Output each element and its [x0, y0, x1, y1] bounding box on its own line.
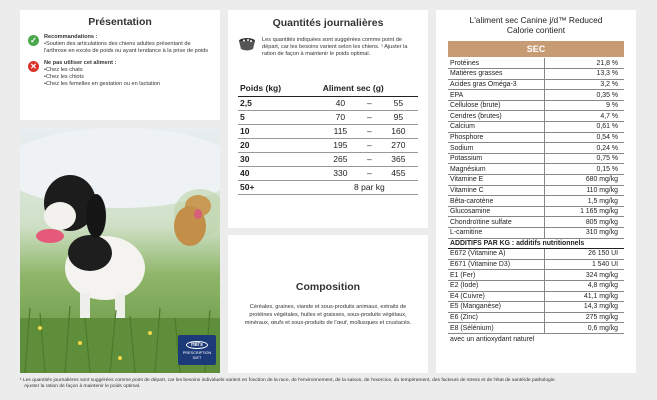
nutrient-value: 0,75 %	[545, 153, 624, 164]
col-food-header: Aliment sec (g)	[321, 81, 418, 97]
nutrient-row	[448, 153, 624, 164]
nutrient-name: L-carnitine	[448, 228, 545, 239]
dosage-row	[238, 138, 418, 152]
sec-header: SEC	[448, 41, 624, 57]
weight-cell: 30	[238, 152, 321, 166]
nutrient-name: Protéines	[448, 58, 545, 69]
additive-value: 14,3 mg/kg	[545, 302, 624, 313]
per-kg-cell: 8 par kg	[321, 180, 418, 194]
additive-name: E2 (Iode)	[448, 280, 545, 291]
min-cell: 330	[321, 166, 360, 180]
nutrient-name: Chondroïtine sulfate	[448, 217, 545, 228]
cross-icon: ✕	[28, 61, 39, 72]
dosage-row	[238, 166, 418, 180]
nutrient-name: Matières grasses	[448, 69, 545, 80]
additive-value: 4,8 mg/kg	[545, 280, 624, 291]
analysis-title: L'aliment sec Canine j/d™ Reduced Calorie contient	[469, 15, 603, 35]
dash-cell: –	[360, 152, 379, 166]
nutrient-name: Phosphore	[448, 132, 545, 143]
nutrient-value: 680 mg/kg	[545, 175, 624, 186]
additive-name: E6 (Zinc)	[448, 312, 545, 323]
nutrient-name: Bêta-carotène	[448, 196, 545, 207]
dosage-row	[238, 110, 418, 124]
nutrient-row	[448, 58, 624, 69]
additive-row	[448, 302, 624, 313]
nutrient-analysis-panel	[436, 10, 636, 373]
hills-logo: Hill's PRESCRIPTION DIET	[178, 335, 216, 365]
min-cell: 195	[321, 138, 360, 152]
dosage-row	[238, 124, 418, 138]
additive-value: 1 540 UI	[545, 259, 624, 270]
additive-name: E5 (Manganèse)	[448, 302, 545, 313]
feeding-cup-icon	[238, 37, 256, 51]
nutrient-row	[448, 69, 624, 80]
additives-heading: ADDITIFS PAR KG : additifs nutritionnels	[448, 238, 624, 249]
dash-cell: –	[360, 110, 379, 124]
additive-value: 26 150 UI	[545, 249, 624, 260]
additive-row	[448, 259, 624, 270]
contraindication-item: • Chez les chiots	[44, 74, 160, 81]
contraindications-block	[28, 60, 212, 89]
nutrient-value: 805 mg/kg	[545, 217, 624, 228]
contraindication-item: • Chez les femelles en gestation ou en lactation	[44, 81, 160, 88]
additive-name: E672 (Vitamine A)	[448, 249, 545, 260]
presentation-title: Présentation	[88, 16, 152, 28]
quantities-intro: Les quantités indiquées sont suggérées comme point de départ, car les besoins varient selon les chiens. ¹ Ajuster la ration de façon à maintenir le poids optimal.	[262, 37, 408, 58]
min-cell: 40	[321, 96, 360, 110]
weight-cell: 20	[238, 138, 321, 152]
nutrient-name: Sodium	[448, 143, 545, 154]
dogs-photo	[20, 128, 220, 373]
nutrient-row	[448, 206, 624, 217]
max-cell: 55	[379, 96, 418, 110]
nutrient-row	[448, 143, 624, 154]
nutrient-value: 9 %	[545, 100, 624, 111]
additive-row	[448, 249, 624, 260]
nutrient-row	[448, 132, 624, 143]
nutrient-row	[448, 90, 624, 101]
nutrient-name: Magnésium	[448, 164, 545, 175]
additive-name: E1 (Fer)	[448, 270, 545, 281]
recommendations-heading: Recommandations :	[44, 34, 98, 40]
nutrient-row	[448, 175, 624, 186]
nutrient-row	[448, 111, 624, 122]
nutrient-name: Cendres (brutes)	[448, 111, 545, 122]
min-cell: 115	[321, 124, 360, 138]
nutrient-name: Calcium	[448, 122, 545, 133]
nutrient-value: 21,8 %	[545, 58, 624, 69]
nutrient-value: 0,35 %	[545, 90, 624, 101]
additive-value: 41,1 mg/kg	[545, 291, 624, 302]
nutrient-value: 110 mg/kg	[545, 185, 624, 196]
dash-cell: –	[360, 166, 379, 180]
additive-name: E671 (Vitamine D3)	[448, 259, 545, 270]
dosage-row	[238, 180, 418, 194]
composition-panel	[228, 235, 428, 373]
composition-title: Composition	[295, 281, 361, 293]
nutrient-value: 0,24 %	[545, 143, 624, 154]
nutrient-name: Glucosamine	[448, 206, 545, 217]
additive-name: E4 (Cuivre)	[448, 291, 545, 302]
nutrient-name: Vitamine E	[448, 175, 545, 186]
col-weight-header: Poids (kg)	[238, 81, 321, 97]
nutrient-name: Potassium	[448, 153, 545, 164]
max-cell: 365	[379, 152, 418, 166]
dosage-row	[238, 152, 418, 166]
additive-value: 0,6 mg/kg	[545, 323, 624, 334]
contraindications-heading: Ne pas utiliser cet aliment :	[44, 59, 117, 66]
weight-cell: 5	[238, 110, 321, 124]
max-cell: 95	[379, 110, 418, 124]
nutrient-row	[448, 217, 624, 228]
additives-heading-row	[448, 238, 624, 249]
max-cell: 270	[379, 138, 418, 152]
additive-row	[448, 280, 624, 291]
nutrient-name: Cellulose (brute)	[448, 100, 545, 111]
max-cell: 455	[379, 166, 418, 180]
nutrient-row	[448, 196, 624, 207]
nutrient-value: 1,5 mg/kg	[545, 196, 624, 207]
dash-cell: –	[360, 96, 379, 110]
quantities-title: Quantités journalières	[272, 17, 384, 29]
nutrient-row	[448, 100, 624, 111]
presentation-panel	[20, 10, 220, 120]
footnote: ¹ Les quantités journalières sont suggérées comme point de départ, car les besoins individuels varient en fonction de la race, de l'environnement, de la saison, de l'exercice, du tempérament, des facteurs de stress et de l'état de santé/de pathologie. Ajuster la ration de façon à maintenir le poids optimal.	[20, 378, 556, 390]
nutrient-value: 13,3 %	[545, 69, 624, 80]
antioxidant-note: avec un antioxydant naturel	[450, 335, 535, 343]
min-cell: 70	[321, 110, 360, 124]
daily-quantities-panel	[228, 10, 428, 228]
nutrient-name: Acides gras Oméga-3	[448, 79, 545, 90]
recommendation-item: • Soutien des articulations des chiens adultes présentant de l'arthrose en excès de poids ou ayant tendance à la prise de poids	[44, 41, 212, 55]
nutrient-value: 0,54 %	[545, 132, 624, 143]
recommendations-block	[28, 34, 212, 56]
dosage-table	[238, 81, 418, 195]
nutrient-value: 4,7 %	[545, 111, 624, 122]
nutrient-value: 3,2 %	[545, 79, 624, 90]
composition-text: Céréales, graines, viande et sous-produits animaux, extraits de protéines végétales, huiles et graisses, sous-produits végétaux, minéraux, œufs et sous-produits de l'œuf, mollusques et crustacés.	[244, 304, 412, 326]
additive-value: 324 mg/kg	[545, 270, 624, 281]
nutrient-table	[448, 58, 624, 334]
weight-cell: 10	[238, 124, 321, 138]
nutrient-row	[448, 122, 624, 133]
check-icon: ✓	[28, 35, 39, 46]
min-cell: 265	[321, 152, 360, 166]
nutrient-value: 0,15 %	[545, 164, 624, 175]
additive-row	[448, 291, 624, 302]
additive-row	[448, 323, 624, 334]
weight-cell: 40	[238, 166, 321, 180]
dosage-row	[238, 96, 418, 110]
max-cell: 160	[379, 124, 418, 138]
nutrient-row	[448, 228, 624, 239]
nutrient-name: Vitamine C	[448, 185, 545, 196]
additive-name: E8 (Sélénium)	[448, 323, 545, 334]
weight-cell: 2,5	[238, 96, 321, 110]
additive-value: 275 mg/kg	[545, 312, 624, 323]
nutrient-row	[448, 79, 624, 90]
nutrient-row	[448, 164, 624, 175]
nutrient-value: 0,61 %	[545, 122, 624, 133]
nutrient-row	[448, 185, 624, 196]
nutrient-value: 310 mg/kg	[545, 228, 624, 239]
contraindication-item: • Chez les chats	[44, 67, 160, 74]
dash-cell: –	[360, 124, 379, 138]
dash-cell: –	[360, 138, 379, 152]
nutrient-value: 1 165 mg/kg	[545, 206, 624, 217]
weight-cell: 50+	[238, 180, 321, 194]
additive-row	[448, 312, 624, 323]
nutrient-name: EPA	[448, 90, 545, 101]
additive-row	[448, 270, 624, 281]
